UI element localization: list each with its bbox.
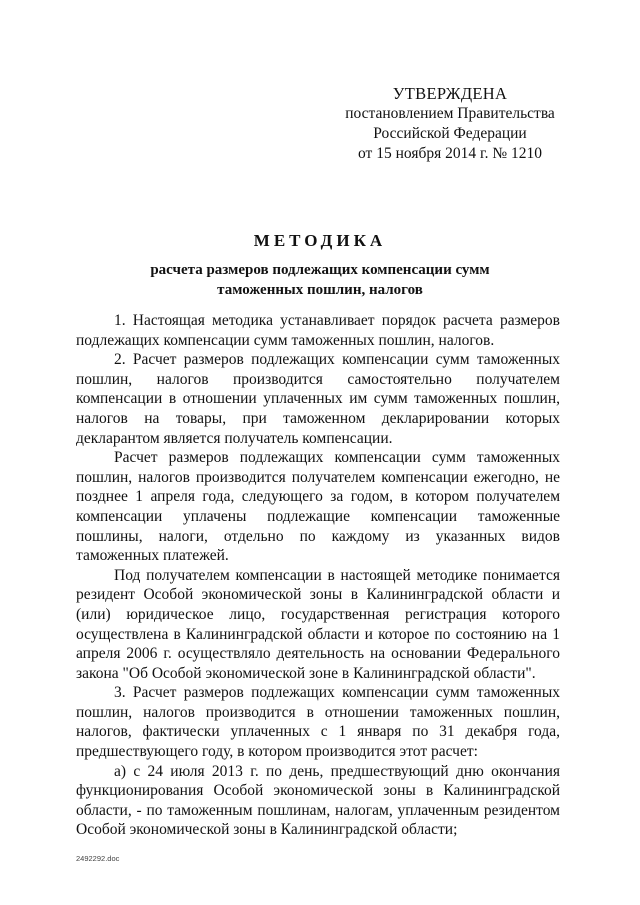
approval-decree-line: постановлением Правительства bbox=[345, 105, 555, 122]
document-body bbox=[76, 311, 560, 840]
approval-date-number: от 15 ноября 2014 г. № 1210 bbox=[358, 145, 542, 162]
document-title: МЕТОДИКА bbox=[253, 231, 387, 250]
paragraph-6: а) с 24 июля 2013 г. по день, предшествующий дню окончания функционирования Особой экономической зоны в Калининградской области, - по таможенным пошлинам, налогам, уплаченным резидентом Особой экономической зоны в Калининградской области; bbox=[76, 762, 560, 839]
approval-government-line: Российской Федерации bbox=[373, 125, 527, 142]
file-name-footer: 2492292.doc bbox=[76, 854, 120, 863]
paragraph-4: Под получателем компенсации в настоящей методике понимается резидент Особой экономической зоны в Калининградской области и (или) юридическое лицо, государственная регистрация которого осуществлена в Калининградской области и которое по состоянию на 1 апреля 2006 г. осуществляло деятельность на основании Федерального закона "Об Особой экономической зоне в Калининградской области". bbox=[76, 566, 560, 682]
approval-stamp bbox=[340, 84, 560, 164]
document-subtitle: расчета размеров подлежащих компенсации сумм таможенных пошлин, налогов bbox=[150, 262, 490, 298]
paragraph-5: 3. Расчет размеров подлежащих компенсации сумм таможенных пошлин, налогов производится в отношении таможенных пошлин, налогов, фактически уплаченных с 1 января по 31 декабря года, предшествующего году, в котором производится этот расчет: bbox=[76, 684, 560, 761]
paragraph-3: Расчет размеров подлежащих компенсации сумм таможенных пошлин, налогов производится получателем компенсации ежегодно, не позднее 1 апреля года, следующего за годом, в котором получателем компенсации уплачены подлежащие компенсации таможенные пошлины, налоги, отдельно по каждому из указанных видов таможенных платежей. bbox=[76, 449, 560, 565]
paragraph-2: 2. Расчет размеров подлежащих компенсации сумм таможенных пошлин, налогов производится самостоятельно получателем компенсации в отношении уплаченных им сумм таможенных пошлин, налогов на товары, при таможенном декларировании которых декларантом является получатель компенсации. bbox=[76, 351, 560, 447]
approval-heading: УТВЕРЖДЕНА bbox=[392, 84, 508, 103]
paragraph-1: 1. Настоящая методика устанавливает порядок расчета размеров подлежащих компенсации сумм таможенных пошлин, налогов. bbox=[76, 312, 560, 349]
